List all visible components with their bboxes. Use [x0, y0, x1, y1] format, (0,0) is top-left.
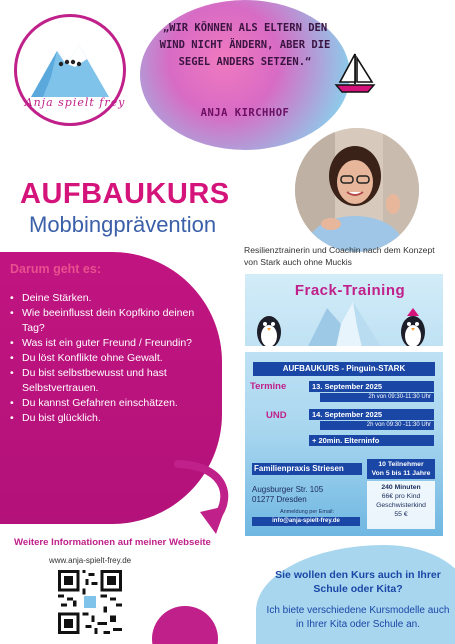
list-item: • Deine Stärken. — [10, 291, 200, 306]
participants-box — [367, 459, 435, 479]
duration: 240 Minuten — [381, 484, 421, 491]
time-2: 2h von 09:30 -11:30 Uhr — [320, 421, 434, 430]
logo — [14, 14, 126, 126]
penguin-left — [257, 316, 281, 348]
list-item: • Wie beeinflusst dein Kopfkino deinen Tag? — [10, 306, 200, 336]
email-link[interactable]: info@anja-spielt-frey.de — [252, 517, 360, 526]
parent-info-note: + 20min. Elterninfo — [309, 435, 434, 446]
price-per-child: 66€ pro Kind — [381, 493, 421, 500]
dates-label: Termine — [250, 381, 287, 392]
logo-text: Anja spielt frey — [24, 96, 126, 109]
topics-list — [10, 291, 200, 426]
price-box — [367, 481, 435, 529]
iceberg-penguins-icon — [245, 296, 443, 352]
penguin-right — [401, 308, 425, 348]
woman-portrait-icon — [295, 128, 419, 252]
venue-name: Familienpraxis Striesen — [252, 463, 362, 475]
time-1: 2h von 09:30-11:30 Uhr — [320, 393, 434, 402]
quote-author: ANJA KIRCHHOF — [200, 107, 290, 119]
list-item: • Du bist selbstbewusst und hast Selbstvertrauen. — [10, 366, 200, 396]
decorative-dot — [152, 606, 218, 644]
topics-heading: Darum geht es: — [10, 262, 101, 276]
age-range: Von 5 bis 11 Jahre — [371, 470, 431, 477]
list-item: • Was ist ein guter Freund / Freundin? — [10, 336, 200, 351]
participants-count: 10 Teilnehmer — [378, 461, 424, 468]
coach-description: Resilienztrainerin und Coachin nach dem Konzept von Stark auch ohne Muckis — [244, 245, 435, 267]
coach-photo — [295, 128, 419, 252]
list-item: • Du löst Konflikte ohne Gewalt. — [10, 351, 200, 366]
venue-city: 01277 Dresden — [252, 495, 307, 504]
sibling-label: Geschwisterkind — [376, 502, 426, 509]
list-item: • Du bist glücklich. — [10, 411, 200, 426]
page-title: AUFBAUKURS — [20, 178, 230, 210]
cta-answer: Ich biete verschiedene Kursmodelle auch in Ihrer Kita oder Schule an. — [266, 605, 450, 630]
page-subtitle: Mobbingprävention — [29, 212, 217, 237]
venue-address — [252, 485, 362, 505]
list-item: • Du kannst Gefahren einschätzen. — [10, 396, 200, 411]
website-heading: Weitere Informationen auf meiner Webseite — [14, 537, 211, 548]
venue-street: Augsburger Str. 105 — [252, 485, 324, 494]
course-name-badge: AUFBAUKURS - Pinguin-STARK — [253, 362, 435, 376]
sibling-price: 55 € — [394, 511, 408, 518]
qr-code-icon[interactable] — [58, 570, 122, 634]
flyer-title: Frack-Training — [294, 282, 406, 299]
cta-question: Sie wollen den Kurs auch in Ihrer Schule oder Kita? — [275, 569, 441, 595]
website-link[interactable]: www.anja-spielt-frey.de — [49, 556, 132, 565]
sailboat-icon — [330, 50, 380, 96]
curved-arrow-icon — [170, 458, 240, 538]
and-label: UND — [266, 410, 287, 421]
email-label: Anmeldung per Email: — [279, 509, 335, 515]
quote-text: „WIR KÖNNEN ALS ELTERN DEN WIND NICHT ÄNDERN, ABER DIE SEGEL ANDERS SETZEN.“ — [159, 22, 331, 68]
date-1: 13. September 2025 — [309, 381, 434, 392]
date-2: 14. September 2025 — [309, 409, 434, 420]
